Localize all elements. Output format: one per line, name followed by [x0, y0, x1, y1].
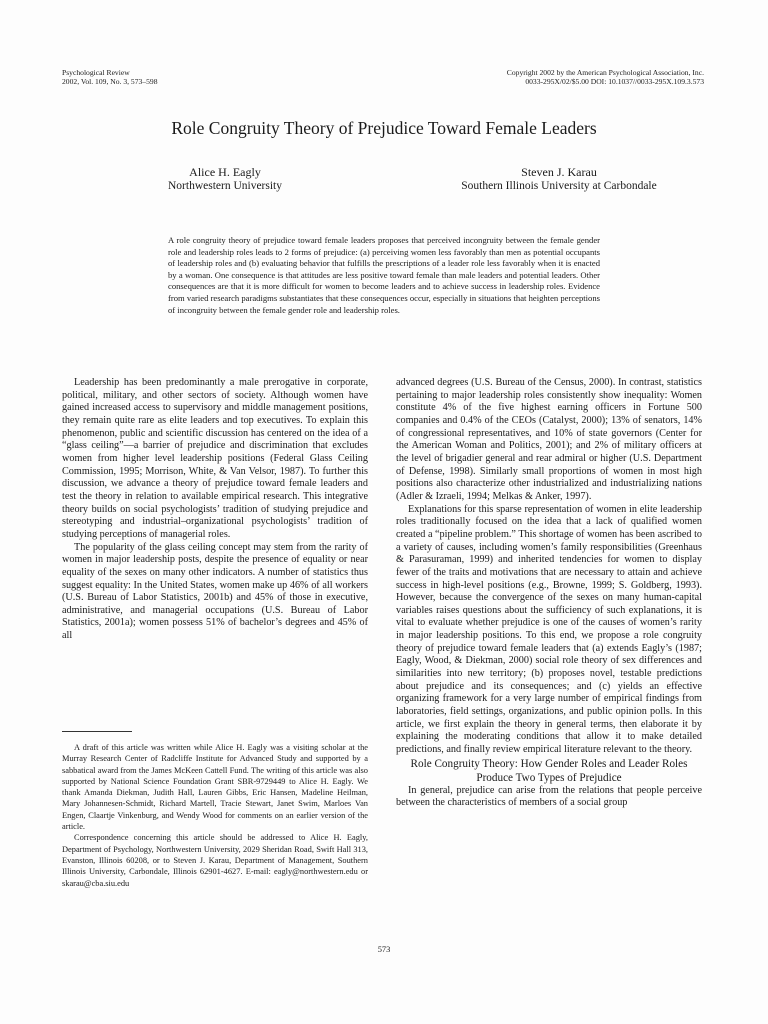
- author-affiliation: Southern Illinois University at Carbondale: [461, 180, 657, 192]
- body-paragraph: advanced degrees (U.S. Bureau of the Census, 2000). In contrast, statistics pertaining to major leadership roles consistently show inequality: Women constitute 4% of the five highest earning officers in Fortune 500 companies and 0.4% of the CEOs (Catalyst, 2000); 13% of senators, 14% of congressional representatives, and 10% of state governors (Center for the American Woman and Politics, 2001); and 2% of military officers at the level of brigadier general and rear admiral or higher (U.S. Department of Defense, 1998). Similarly small proportions of women in most high positions also characterize other industrialized and industrializing nations (Adler & Izraeli, 1994; Melkas & Anker, 1997).: [396, 377, 702, 502]
- footnotes: [62, 742, 368, 889]
- copyright-line: Copyright 2002 by the American Psychological Association, Inc.: [506, 68, 704, 77]
- journal-issue: 2002, Vol. 109, No. 3, 573–598: [62, 77, 158, 86]
- article-title: Role Congruity Theory of Prejudice Toward Female Leaders: [171, 118, 597, 138]
- body-paragraph: Leadership has been predominantly a male prerogative in corporate, political, military, and other sectors of society. Although women have gained increased access to supervisory and middle management positions, they remain quite rare as elite leaders and top executives. To explain this phenomenon, public and scientific discussion has centered on the idea of a “glass ceiling”—a barrier of prejudice and discrimination that excludes women from higher level leadership positions (Federal Glass Ceiling Commission, 1995; Morrison, White, & Van Velsor, 1987). To further this discussion, we advance a theory of prejudice toward female leaders and test the theory in relation to available empirical research. This integrative theory builds on social psychologists’ tradition of studying prejudice and stereotyping and industrial–organizational psychologists’ tradition of studying perceptions of managerial roles.: [62, 377, 368, 540]
- section-heading: Role Congruity Theory: How Gender Roles and Leader Roles Produce Two Types of Prejudice: [410, 757, 688, 784]
- body-column-right: [396, 377, 702, 810]
- author-name: Alice H. Eagly: [189, 165, 261, 179]
- doi-line: 0033-295X/02/$5.00 DOI: 10.1037//0033-295X.109.3.573: [525, 77, 704, 86]
- body-column-left: [62, 377, 368, 643]
- author-affiliation: Northwestern University: [167, 180, 283, 192]
- author-block-1: [140, 165, 310, 193]
- author-note: A draft of this article was written while Alice H. Eagly was a visiting scholar at the Murray Research Center of Radcliffe Institute for Advanced Study and supported by a sabbatical award from the James McKeen Cattell Fund. The writing of this article was also supported by National Science Foundation Grant SBR-9729449 to Alice H. Eagly. We thank Amanda Diekman, Judith Hall, Lauren Gibbs, Eric Hansen, Madeline Heilman, Mary Johannesen-Schmidt, Richard Martell, Tracie Stewart, Janet Swim, Marloes Van Engen, Claartje Vinkenburg, and Wendy Wood for comments on an earlier version of the article.: [62, 743, 368, 832]
- journal-citation: [62, 68, 158, 86]
- footnote-divider: [62, 731, 132, 732]
- abstract: A role congruity theory of prejudice toward female leaders proposes that perceived incongruity between the female gender role and leadership roles leads to 2 forms of prejudice: (a) perceiving women less favorably than men as potential occupants of leadership roles and (b) evaluating behavior that fulfills the prescriptions of a leader role less favorably when it is enacted by a woman. One consequence is that attitudes are less positive toward female than male leaders and potential leaders. Other consequences are that it is more difficult for women to become leaders and to achieve success in leadership roles. Evidence from varied research paradigms substantiates that these consequences occur, especially in situations that heighten perceptions of incongruity between the female gender role and leadership roles.: [168, 235, 600, 315]
- body-paragraph: Explanations for this sparse representation of women in elite leadership roles traditionally focused on the idea that a lack of qualified women created a “pipeline problem.” This shortage of women has been ascribed to a variety of causes, including women’s family responsibilities (Greenhaus & Parasuraman, 1999) and inherited tendencies for women to display fewer of the traits and motivations that are necessary to attain and achieve success in high-level positions (e.g., Browne, 1999; S. Goldberg, 1993). However, because the convergence of the sexes on many human-capital variables raises questions about the sufficiency of such explanations, it is vital to evaluate whether prejudice is one of the causes of women’s rarity in major leadership positions. To this end, we propose a role congruity theory of prejudice toward female leaders that (a) extends Eagly’s (1987; Eagly, Wood, & Diekman, 2000) social role theory of sex differences and similarities into new territory; (b) proposes novel, testable predictions about prejudice and its consequences; and (c) yields an effective organizing framework for a very large number of empirical findings from laboratories, field settings, organizations, and public opinion polls. In this article, we first explain the theory in general terms, then elaborate it by explaining the moderating conditions that allow it to make detailed predictions, and finally review empirical literature relevant to the theory.: [396, 503, 702, 756]
- author-name: Steven J. Karau: [521, 165, 597, 179]
- body-paragraph: The popularity of the glass ceiling concept may stem from the rarity of women in major leadership posts, despite the presence of equality or near equality of the sexes on many other indicators. A number of statistics thus suggest equality: In the United States, women make up 46% of all workers (U.S. Bureau of Labor Statistics, 2001b) and 45% of those in executive, administrative, and managerial occupations (U.S. Bureau of Labor Statistics, 2001a); women possess 51% of bachelor’s degrees and 45% of all: [62, 541, 368, 642]
- page-number: 573: [377, 945, 391, 954]
- journal-name: Psychological Review: [62, 68, 130, 77]
- body-paragraph: In general, prejudice can arise from the relations that people perceive between the characteristics of members of a social group: [396, 784, 702, 809]
- copyright-block: [507, 68, 704, 86]
- author-block-2: [424, 165, 694, 193]
- correspondence-note: Correspondence concerning this article should be addressed to Alice H. Eagly, Department of Psychology, Northwestern University, 2029 Sheridan Road, Swift Hall 313, Evanston, Illinois 60208, or to Steven J. Karau, Department of Management, Southern Illinois University, Carbondale, Illinois 62901-4627. E-mail: eagly@northwestern.edu or skarau@cba.siu.edu: [62, 833, 368, 888]
